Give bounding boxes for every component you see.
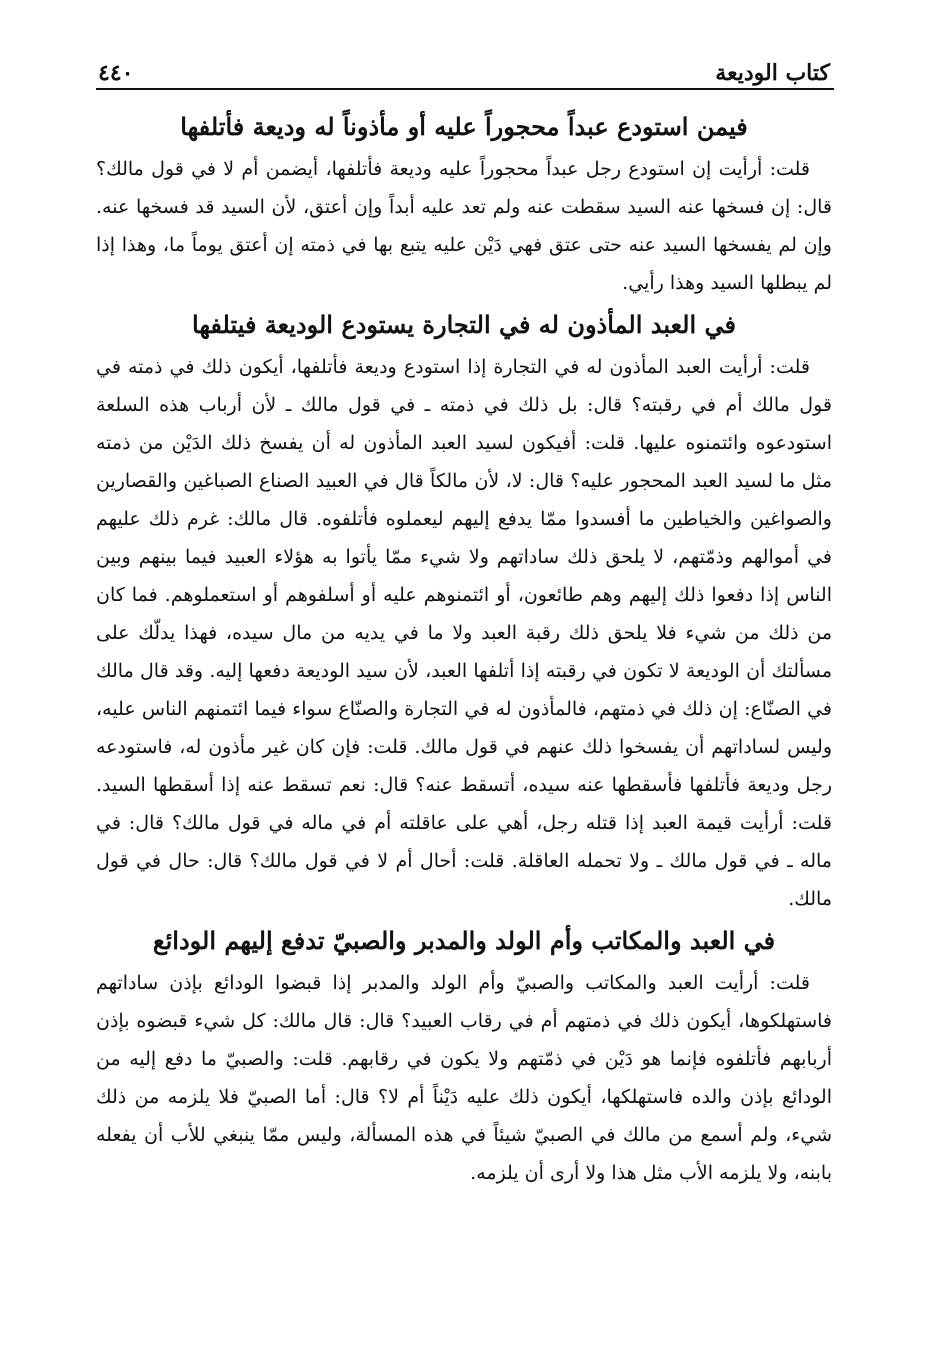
- section-deposit-with-slave: [96, 104, 832, 302]
- section-paragraph: [96, 150, 832, 302]
- running-header-book-title: كتاب الوديعة: [715, 60, 830, 86]
- page-body: [96, 104, 832, 1192]
- section-authorized-slave: [96, 302, 832, 918]
- paragraph-text: قلت: أرأيت إن استودع رجل عبداً محجوراً عليه وديعة فأتلفها، أيضمن أم لا في قول مالك؟ قال: إن فسخها عنه السيد سقطت عنه ولم تعد عليه أبداً وإن أعتق، لأن السيد قد فسخها عنه. وإن لم يفسخها السيد عنه حتى عتق فهي دَيْن عليه يتبع بها في ذمته إن أعتق يوماً ما، وهذا إذا لم يبطلها السيد وهذا رأيي.: [96, 158, 832, 294]
- section-heading: في العبد المأذون له في التجارة يستودع الوديعة فيتلفها: [192, 310, 736, 339]
- section-heading: في العبد والمكاتب وأم الولد والمدبر والصبيّ تدفع إليهم الودائع: [152, 926, 776, 955]
- section-heading: فيمن استودع عبداً محجوراً عليه أو مأذوناً له وديعة فأتلفها: [180, 112, 748, 141]
- section-paragraph: [96, 348, 832, 918]
- paragraph-text: قلت: أرأيت العبد المأذون له في التجارة إذا استودع وديعة فأتلفها، أيكون ذلك في ذمته في قول مالك أم في رقبته؟ قال: بل ذلك في ذمته ـ في قول مالك ـ لأن أرباب هذه السلعة استودعوه وائتمنوه عليها. قلت: أفيكون لسيد العبد المأذون له أن يفسخ ذلك الدَيْن من ذمته مثل ما لسيد العبد المحجور عليه؟ قال: لا، لأن مالكاً قال في العبيد الصناع الصباغين والقصارين والصواغين والخياطين ما أفسدوا ممّا يدفع إليهم ليعملوه فأتلفوه. قال مالك: غرم ذلك عليهم في أموالهم وذمّتهم، لا يلحق ذلك ساداتهم ولا شيء ممّا يأتوا به هؤلاء العبيد فيما بينهم وبين الناس إذا دفعوا ذلك إليهم وهم طائعون، أو ائتمنوهم عليه أو أسلفوهم أو استعملوهم. فما كان من ذلك من شيء فلا يلحق ذلك رقبة العبد ولا ما في يديه من مال سيده، فهذا يدلّك على مسألتك أن الوديعة لا تكون في رقبته إذا أتلفها العبد، لأن سيد الوديعة دفعها إليه. وقد قال مالك في الصنّاع: إن ذلك في ذمتهم، فالمأذون له في التجارة والصنّاع سواء فيما ائتمنهم الناس عليه، وليس لساداتهم أن يفسخوا ذلك عنهم في قول مالك. قلت: فإن كان غير مأذون له، فاستودعه رجل وديعة فأتلفها فأسقطها عنه سيده، أتسقط عنه؟ قال: نعم تسقط عنه إذا أسقطها السيد. قلت: أرأيت قيمة العبد إذا قتله رجل، أهي على عاقلته أم في ماله في قول مالك؟ قال: في ماله ـ في قول مالك ـ ولا تحمله العاقلة. قلت: أحال أم لا في قول مالك؟ قال: حال في قول مالك.: [96, 356, 832, 910]
- header-divider: [96, 88, 834, 90]
- running-header: [98, 50, 830, 86]
- page-number: ٤٤٠: [98, 60, 134, 86]
- paragraph-text: قلت: أرأيت العبد والمكاتب والصبيّ وأم الولد والمدبر إذا قبضوا الودائع بإذن ساداتهم فاستهلكوها، أيكون ذلك في ذمتهم أم في رقاب العبيد؟ قال: قال مالك: كل شيء قبضوه بإذن أربابهم فأتلفوه فإنما هو دَيْن في ذمّتهم ولا يكون في رقابهم. قلت: والصبيّ ما دفع إليه من الودائع بإذن والده فاستهلكها، أيكون ذلك عليه دَيْناً أم لا؟ قال: أما الصبيّ فلا يلزمه من ذلك شيء، ولم أسمع من مالك في الصبيّ شيئاً في هذه المسألة، وليس ممّا ينبغي للأب أن يفعله بابنه، ولا يلزمه الأب مثل هذا ولا أرى أن يلزمه.: [96, 972, 832, 1184]
- section-slave-mukatab-child: [96, 918, 832, 1192]
- section-paragraph: [96, 964, 832, 1192]
